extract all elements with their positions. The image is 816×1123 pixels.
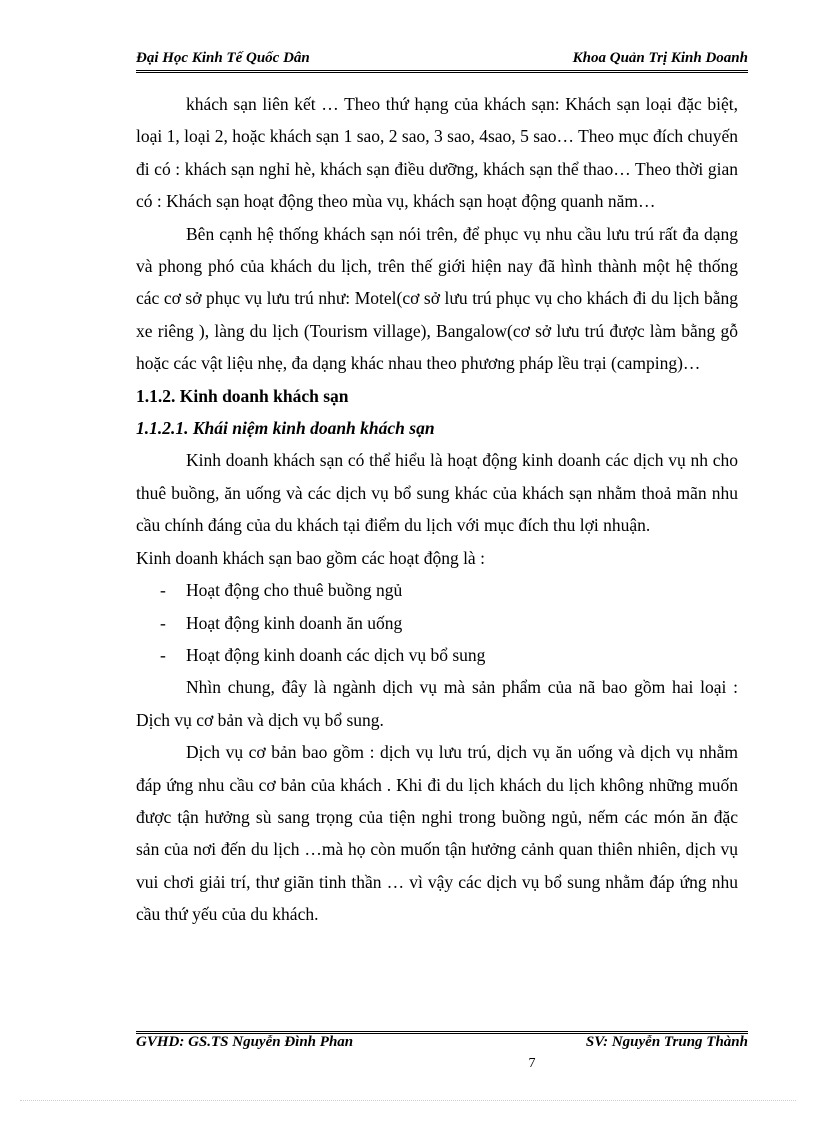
list-item xyxy=(136,639,738,671)
page-header xyxy=(136,48,748,70)
list-item-text: Hoạt động kinh doanh các dịch vụ bổ sung xyxy=(186,644,486,665)
list-item xyxy=(136,607,738,639)
list-dash: - xyxy=(160,644,166,665)
footer-supervisor: GVHD: GS.TS Nguyễn Đình Phan xyxy=(136,1034,354,1050)
list-dash: - xyxy=(160,580,166,601)
section-heading: 1.1.2. Kinh doanh khách sạn xyxy=(136,385,349,406)
subsection-heading: 1.1.2.1. Khái niệm kinh doanh khách sạn xyxy=(136,418,435,439)
paragraph-service-types: Nhìn chung, đây là ngành dịch vụ mà sản phẩm của nã bao gồm hai loại : Dịch vụ cơ bản và dịch vụ bổ sung. xyxy=(136,677,738,730)
document-body xyxy=(136,88,738,931)
list-item-text: Hoạt động cho thuê buồng ngủ xyxy=(186,580,403,601)
page-footer xyxy=(136,1034,748,1056)
list-item xyxy=(136,574,738,606)
list-dash: - xyxy=(160,612,166,633)
list-item-text: Hoạt động kinh doanh ăn uống xyxy=(186,612,403,633)
header-faculty: Khoa Quản Trị Kinh Doanh xyxy=(572,50,748,66)
header-university: Đại Học Kinh Tế Quốc Dân xyxy=(136,50,310,66)
paragraph-hotel-classification: khách sạn liên kết … Theo thứ hạng của khách sạn: Khách sạn loại đặc biệt, loại 1, loại 2, hoặc khách sạn 1 sao, 2 sao, 3 sao, 4sao, 5 sao… Theo mục đích chuyến đi có : khách sạn nghỉ hè, khách sạn điều dưỡng, khách sạn thể thao… Theo thời gian có : Khách sạn hoạt động theo mùa vụ, khách sạn hoạt động quanh năm… xyxy=(136,94,738,212)
page-number: 7 xyxy=(528,1056,536,1071)
footer-student: SV: Nguyễn Trung Thành xyxy=(585,1034,748,1050)
page-bottom-edge xyxy=(20,1100,796,1101)
header-divider xyxy=(136,70,748,73)
paragraph-basic-services: Dịch vụ cơ bản bao gồm : dịch vụ lưu trú, dịch vụ ăn uống và dịch vụ nhằm đáp ứng nhu cầu cơ bản của khách . Khi đi du lịch khách du lịch không những muốn được tận hưởng sù sang trọng của tiện nghi trong buồng ngủ, nếm các món ăn đặc sản của nơi đến du lịch …mà họ còn muốn tận hưởng cảnh quan thiên nhiên, dịch vụ vui chơi giải trí, thư giãn tinh thần … vì vậy các dịch vụ bổ sung nhằm đáp ứng nhu cầu thứ yếu của du khách. xyxy=(136,742,738,925)
paragraph-definition: Kinh doanh khách sạn có thể hiểu là hoạt động kinh doanh các dịch vụ nh cho thuê buồng, ăn uống và các dịch vụ bổ sung khác của khách sạn nhằm thoả mãn nhu cầu chính đáng của du khách tại điểm du lịch với mục đích thu lợi nhuận. xyxy=(136,450,738,536)
paragraph-accommodation-systems: Bên cạnh hệ thống khách sạn nói trên, để phục vụ nhu cầu lưu trú rất đa dạng và phong phó của khách du lịch, trên thế giới hiện nay đã hình thành một hệ thống các cơ sở phục vụ lưu trú như: Motel(cơ sở lưu trú phục vụ cho khách đi du lịch bằng xe riêng ), làng du lịch (Tourism village), Bangalow(cơ sở lưu trú được làm bằng gỗ hoặc các vật liệu nhẹ, đa dạng khác nhau theo phương pháp lều trại (camping)… xyxy=(136,223,738,374)
list-intro: Kinh doanh khách sạn bao gồm các hoạt động là : xyxy=(136,547,485,568)
